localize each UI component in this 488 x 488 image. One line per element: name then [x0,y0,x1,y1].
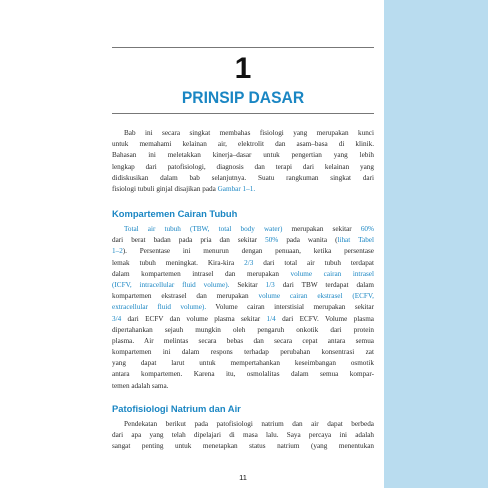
section2-line: Pendekatan berikut pada patofisiologi natrium dan air dapat berbeda [124,420,374,428]
section1-line: lemak tubuh meningkat. Kira-kira 2/3 dari total air tubuh terdapat [112,258,374,267]
page-number: 11 [239,473,247,482]
highlighted-term: Gambar 1–1. [217,184,256,193]
intro-line: Bab ini secara singkat membahas fisiologi yang merupakan kunci [124,129,374,137]
highlighted-term: lihat Tabel [337,236,374,245]
book-page [112,0,374,488]
bottom-rule [112,113,374,114]
intro-line: untuk memahami kelainan air, elektrolit dan asam–basa di klinik. [112,140,374,149]
highlighted-term: 60% [360,225,374,233]
highlighted-term: volume cairan intrasel [290,269,374,278]
chapter-title: PRINSIP DASAR [181,88,305,107]
section1-line: Total air tubuh (TBW, total body water) merupakan sekitar 60% [124,225,374,233]
section1-line: dipertahankan sejauh mungkin oleh pengaruh onkotik dari protein [112,325,374,334]
highlighted-term: 1/3 [265,280,275,289]
section1-line: extracellular fluid volume). Volume cairan interstisial merupakan sekitar [112,303,374,312]
section1-paragraph [112,224,374,392]
chapter-number: 1 [234,52,252,85]
section2-line: dari apa yang telah dipelajari di masa lalu. Saya percaya ini adalah [112,431,374,440]
section-heading-patofisiologi: Patofisiologi Natrium dan Air [112,403,241,414]
highlighted-term: (ICFV, intracellular fluid volume). [112,280,230,289]
section1-line: antara kompartemen. Karena itu, osmolalitas dalam semua kompar- [112,370,374,379]
section1-line: dari berat badan pada pria dan sekitar 50% pada wanita (lihat Tabel [112,236,374,245]
highlighted-term: Total air tubuh (TBW, total body water) [124,225,283,233]
section2-line: sangat penting untuk menetapkan status natrium (yang menentukan [112,442,374,451]
section1-line: temen adalah sama. [112,381,169,390]
top-rule [112,47,374,48]
section1-line: plasma. Air melintas secara bebas dan secara cepat antara semua [112,336,374,345]
intro-line: lengkap dari patofisiologi, diagnosis dan terapi dari kelainan yang [112,162,374,171]
intro-line: fisiologi tubuli ginjal disajikan pada Gambar 1–1. [112,184,256,193]
highlighted-term: extracellular fluid volume). [112,303,207,312]
highlighted-term: 3/4 [112,314,122,323]
intro-line: didiskusikan dalam bab selanjutnya. Suatu rangkuman singkat dari [112,173,374,182]
section2-paragraph [112,419,374,453]
section1-line: 3/4 dari ECFV dan volume plasma sekitar 1/4 dari ECFV. Volume plasma [112,314,374,323]
section-heading-kompartemen: Kompartemen Cairan Tubuh [112,208,238,219]
intro-paragraph [112,128,374,195]
section1-line: dalam kompartemen intrasel dan merupakan volume cairan intrasel [112,269,374,278]
section1-line: kompartemen ekstrasel dan merupakan volume cairan ekstrasel (ECFV, [112,292,374,301]
highlighted-term: 50% [265,236,279,245]
highlighted-term: 1/4 [266,314,276,323]
page-edge-color-band [384,0,488,488]
section1-line: (ICFV, intracellular fluid volume). Sekitar 1/3 dari TBW terdapat dalam [112,280,374,289]
highlighted-term: 2/3 [244,258,254,267]
section1-line: 1–2). Persentase ini menurun dengan penuaan, ketika persentase [112,247,374,256]
intro-line: Bahasan ini meletakkan kinerja–dasar untuk pengertian yang lebih [112,151,374,160]
highlighted-term: volume cairan ekstrasel (ECFV, [258,292,374,301]
highlighted-term: 1–2 [112,247,123,256]
section1-line: kompartemen ini dalam respons terhadap perubahan konsentrasi zat [112,348,374,357]
section1-line: yang dapat larut untuk mempertahankan keseimbangan osmotik [112,359,374,368]
